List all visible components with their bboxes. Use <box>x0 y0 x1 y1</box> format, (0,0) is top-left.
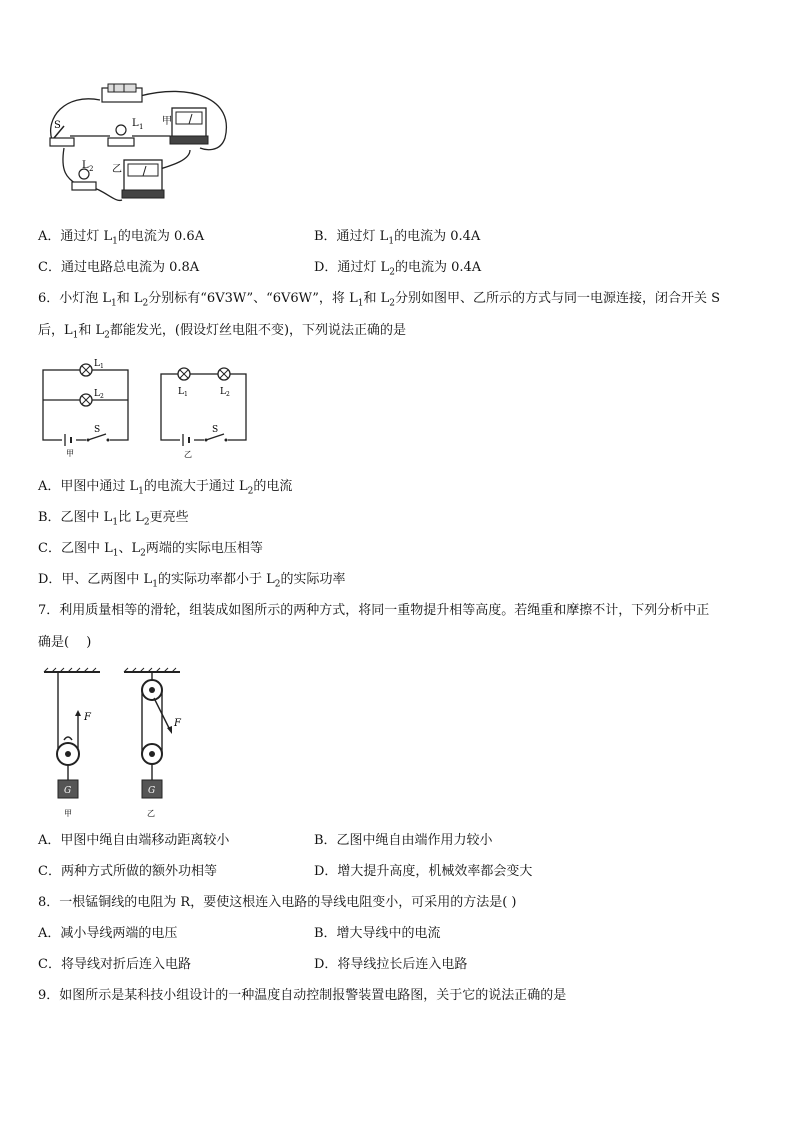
q6-yi-label-l2-sub: 2 <box>226 391 230 398</box>
q5-option-d[interactable] <box>314 259 481 277</box>
q6-jia-label-l2-sub: 2 <box>100 393 104 400</box>
q5-label-l1: L <box>132 118 139 129</box>
q6-yi-label-l1: L <box>178 387 184 397</box>
q5-circuit-figure <box>40 78 240 218</box>
q8-option-a[interactable]: A．减小导线两端的电压 <box>38 926 178 941</box>
q7-yi-label-f: F <box>174 718 181 729</box>
q7-stem-line1: 7．利用质量相等的滑轮，组装成如图所示的两种方式，将同一重物提升相等高度。若绳重和摩擦不计，下列分析中正 <box>38 603 710 618</box>
q7-stem-line2: 确是( ) <box>38 635 92 650</box>
q6-yi-label-s: S <box>212 425 219 435</box>
q5-option-b[interactable] <box>314 228 480 246</box>
q7-option-d[interactable]: D．增大提升高度，机械效率都会变大 <box>314 864 533 879</box>
q6-stem-line1: 6．小灯泡 $L_1$和 $L_2$分别标有“6V3W”、“6V6W”，将 $L_1$和 $L_2$分别如图甲、乙所示的方式与同一电源连接，闭合开关 S <box>38 291 720 309</box>
q8-stem-line1: 8．一根锰铜线的电阻为 R，要使这根连入电路的导线电阻变小，可采用的方法是( ) <box>38 895 517 910</box>
q6-circuit-jia <box>40 358 132 458</box>
q7-yi-label-g: G <box>148 786 156 796</box>
q6-jia-label-s: S <box>94 425 101 435</box>
q5-option-c[interactable] <box>38 259 199 277</box>
q5-option-d-text: D．通过灯 L <box>314 260 390 275</box>
q5-option-a-text2: 的电流为 0.6A <box>117 229 205 244</box>
q6-yi-label-l1-sub: 1 <box>184 391 188 398</box>
q7-jia-caption: 甲 <box>64 809 72 818</box>
q7-pulley-jia <box>44 668 104 820</box>
q5-option-b-sub: 1 <box>388 236 395 247</box>
q8-option-c[interactable]: C．将导线对折后连入电路 <box>38 957 191 972</box>
q5-label-jia: 甲 <box>162 116 172 127</box>
q5-label-l2: L <box>82 160 89 171</box>
q6-option-b[interactable]: B．乙图中 $L_1$比 $L_2$更亮些 <box>38 510 189 528</box>
q5-option-c-text: C．通过电路总电流为 0.8A <box>38 260 200 275</box>
q8-option-b[interactable]: B．增大导线中的电流 <box>314 926 441 941</box>
q6-option-d[interactable]: D．甲、乙两图中 $L_1$的实际功率都小于 $L_2$的实际功率 <box>38 572 346 590</box>
q9-stem-line1: 9．如图所示是某科技小组设计的一种温度自动控制报警装置电路图，关于它的说法正确的是 <box>38 988 567 1003</box>
q5-option-b-text2: 的电流为 0.4A <box>394 229 481 244</box>
q6-jia-label-l1: L <box>94 359 100 369</box>
q5-label-l1-sub: 1 <box>139 123 144 131</box>
q7-pulley-yi <box>124 668 188 820</box>
q6-stem-line2: 后，$L_1$和 $L_2$都能发光，(假设灯丝电阻不变)，下列说法正确的是 <box>38 323 407 341</box>
q7-option-b[interactable]: B．乙图中绳自由端作用力较小 <box>314 833 493 848</box>
q5-option-d-text2: 的电流为 0.4A <box>394 260 482 275</box>
q5-option-d-sub: 2 <box>389 267 395 278</box>
q6-circuit-yi <box>158 364 250 460</box>
q6-jia-label-l1-sub: 1 <box>100 363 104 370</box>
q7-option-c[interactable]: C．两种方式所做的额外功相等 <box>38 864 217 879</box>
q6-yi-label-l2: L <box>220 387 226 397</box>
q5-option-a-text: A．通过灯 L <box>38 229 113 244</box>
q5-label-l2-sub: 2 <box>89 165 94 173</box>
q7-yi-caption: 乙 <box>147 809 155 818</box>
q6-yi-caption: 乙 <box>184 450 192 459</box>
q6-option-a[interactable]: A．甲图中通过 $L_1$的电流大于通过 $L_2$的电流 <box>38 479 293 497</box>
q5-label-yi: 乙 <box>112 164 122 175</box>
q7-jia-label-f: F <box>84 712 91 723</box>
q5-label-s: S <box>54 120 61 131</box>
q6-jia-caption: 甲 <box>66 449 74 458</box>
q6-jia-label-l2: L <box>94 389 100 399</box>
q6-option-c[interactable]: C．乙图中 $L_1$、$L_2$两端的实际电压相等 <box>38 541 263 559</box>
q5-option-a[interactable] <box>38 228 204 246</box>
q8-option-d[interactable]: D．将导线拉长后连入电路 <box>314 957 468 972</box>
q5-option-a-sub: 1 <box>112 236 118 247</box>
q7-jia-label-g: G <box>64 786 72 796</box>
q5-option-b-text: B．通过灯 L <box>314 229 389 244</box>
q7-option-a[interactable]: A．甲图中绳自由端移动距离较小 <box>38 833 230 848</box>
